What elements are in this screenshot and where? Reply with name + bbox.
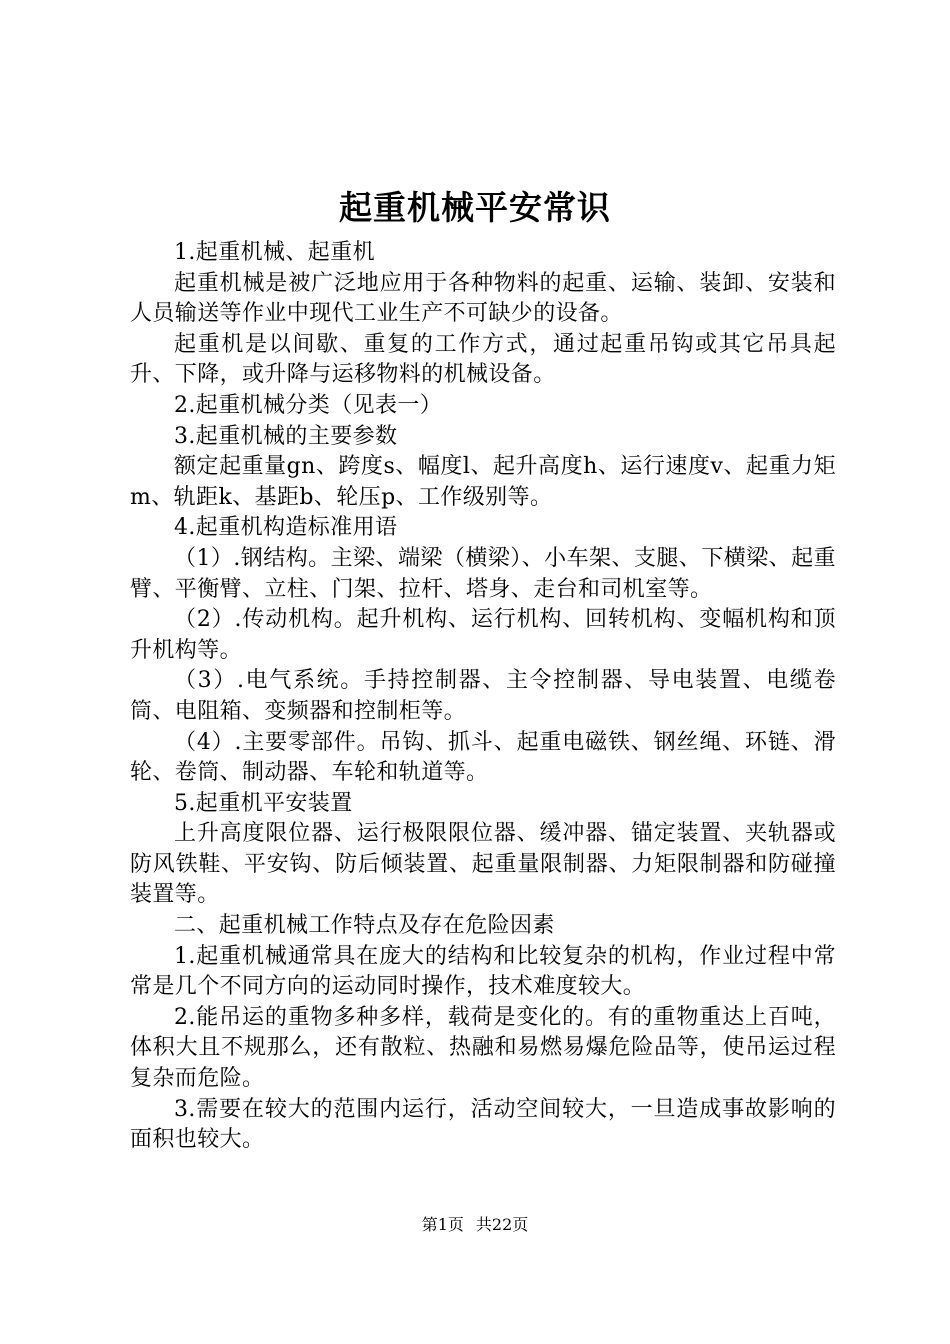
page-total: 共22页 (475, 1215, 529, 1234)
paragraph: 起重机是以间歇、重复的工作方式，通过起重吊钩或其它吊具起升、下降，或升降与运移物料的机械设备。 (130, 331, 836, 388)
paragraph: 3.起重机械的主要参数 (174, 423, 398, 449)
page-number: 第1页 (421, 1215, 464, 1234)
paragraph: （2）.传动机构。起升机构、运行机构、回转机构、变幅机构和顶升机构等。 (130, 607, 836, 663)
page-footer (0, 1214, 950, 1236)
paragraph: 5.起重机平安装置 (174, 790, 353, 816)
paragraph: 1.起重机械、起重机 (174, 240, 375, 265)
paragraph: （3）.电气系统。手持控制器、主令控制器、导电装置、电缆卷筒、电阻箱、变频器和控制柜等。 (130, 668, 836, 724)
paragraph: 2.起重机械分类（见表一） (174, 392, 443, 418)
paragraph: 额定起重量gn、跨度s、幅度l、起升高度h、运行速度v、起重力矩m、轨距k、基距b、轮压p、工作级别等。 (130, 454, 836, 510)
paragraph: 二、起重机械工作特点及存在危险因素 (174, 913, 555, 939)
paragraph: 3.需要在较大的范围内运行，活动空间较大，一旦造成事故影响的面积也较大。 (130, 1096, 836, 1153)
paragraph: 2.能吊运的重物多种多样，载荷是变化的。有的重物重达上百吨，体积大且不规那么，还有散粒、热融和易燃易爆危险品等，使吊运过程复杂而危险。 (130, 1004, 836, 1092)
paragraph: （1）.钢结构。主梁、端梁（横梁）、小车架、支腿、下横梁、起重臂、平衡臂、立柱、门架、拉杆、塔身、走台和司机室等。 (130, 545, 836, 602)
paragraph: （4）.主要零部件。吊钩、抓斗、起重电磁铁、钢丝绳、环链、滑轮、卷筒、制动器、车轮和轨道等。 (130, 729, 836, 786)
document-title: 起重机械平安常识 (339, 188, 611, 227)
document-body (130, 238, 836, 1156)
paragraph: 4.起重机构造标准用语 (174, 515, 398, 541)
paragraph: 上升高度限位器、运行极限限位器、缓冲器、锚定装置、夹轨器或防风铁鞋、平安钩、防后倾装置、起重量限制器、力矩限制器和防碰撞装置等。 (130, 821, 836, 908)
paragraph: 起重机械是被广泛地应用于各种物料的起重、运输、装卸、安装和人员输送等作业中现代工业生产不可缺少的设备。 (130, 270, 836, 327)
paragraph: 1.起重机械通常具在庞大的结构和比较复杂的机构，作业过程中常常是几个不同方向的运动同时操作，技术难度较大。 (130, 943, 836, 1000)
